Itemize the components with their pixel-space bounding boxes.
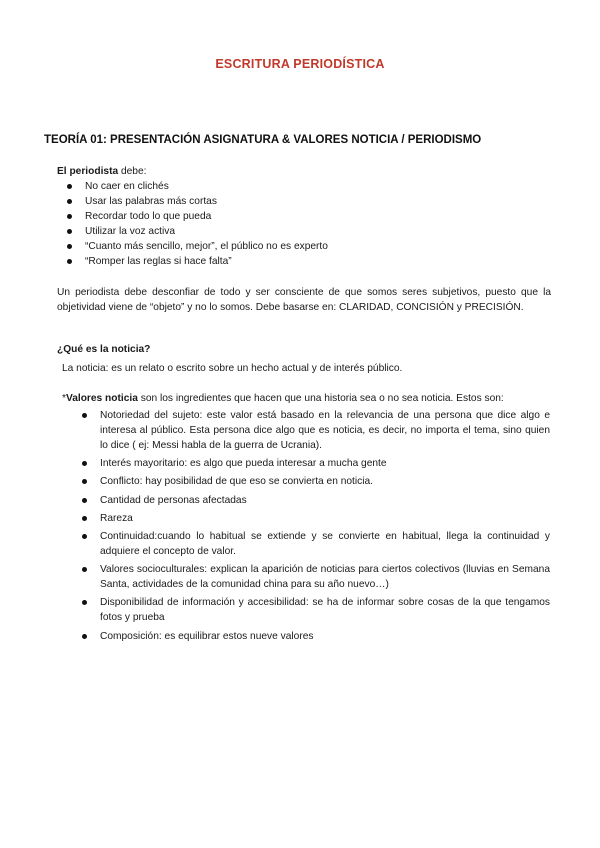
- list-item-text: Valores socioculturales: explican la aparición de noticias para ciertos colectivos (lluvias en Semana Santa, actividades de la comunidad china para su año nuevo…): [100, 564, 550, 591]
- bullet-icon: [82, 534, 87, 539]
- bullet-icon: [67, 199, 72, 204]
- list-item-text: “Cuanto más sencillo, mejor”, el público no es experto: [85, 241, 328, 252]
- list-item: [72, 562, 550, 592]
- list-item-text: Utilizar la voz activa: [85, 226, 176, 237]
- list-item: [72, 408, 550, 453]
- list-item-text: Interés mayoritario: es algo que pueda interesar a mucha gente: [100, 458, 387, 470]
- bullet-icon: [67, 259, 72, 264]
- list-item: [57, 209, 551, 224]
- bullet-icon: [67, 184, 72, 189]
- list-item-text: Cantidad de personas afectadas: [100, 494, 247, 506]
- bullet-icon: [82, 567, 87, 572]
- subheading: ¿Qué es la noticia?: [57, 344, 151, 355]
- list-item: [72, 595, 550, 625]
- list-item: [72, 493, 550, 508]
- advice-list: [57, 179, 551, 269]
- bullet-icon: [82, 498, 87, 503]
- list-item: [57, 194, 551, 209]
- list-item: [57, 239, 551, 254]
- document-title: ESCRITURA PERIODÍSTICA: [215, 57, 385, 71]
- intro-block: [57, 164, 551, 269]
- bullet-icon: [67, 229, 72, 234]
- section-heading: TEORÍA 01: PRESENTACIÓN ASIGNATURA & VALORES NOTICIA / PERIODISMO: [44, 134, 482, 146]
- list-item-text: No caer en clichés: [85, 181, 169, 192]
- bullet-icon: [67, 214, 72, 219]
- definition-line: La noticia: es un relato o escrito sobre un hecho actual y de interés público.: [62, 363, 403, 374]
- list-item-text: “Romper las reglas si hace falta”: [85, 256, 232, 267]
- intro-rest: debe:: [118, 166, 147, 177]
- list-item: [72, 629, 550, 644]
- values-intro-term: Valores noticia: [65, 393, 138, 404]
- bullet-icon: [82, 516, 87, 521]
- bullet-icon: [82, 600, 87, 605]
- list-item-text: Continuidad:cuando lo habitual se extiende y se convierte en habitual, llega la continuidad y adquiere el concepto de valor.: [100, 530, 550, 557]
- values-intro-prefix: *: [62, 393, 66, 404]
- list-item-text: Disponibilidad de información y accesibilidad: se ha de informar sobre cosas de la que tengamos fotos y prueba: [100, 597, 550, 624]
- intro-line: [57, 164, 551, 179]
- list-item-text: Recordar todo lo que pueda: [85, 211, 212, 222]
- list-item: [72, 511, 550, 526]
- list-item: [57, 254, 551, 269]
- bullet-icon: [67, 244, 72, 249]
- list-item: [57, 224, 551, 239]
- list-item-text: Composición: es equilibrar estos nueve valores: [100, 630, 314, 642]
- bullet-icon: [82, 461, 87, 466]
- list-item: [72, 456, 550, 471]
- list-item-text: Usar las palabras más cortas: [85, 196, 217, 207]
- values-list: [72, 408, 550, 647]
- body-paragraph: Un periodista debe desconfiar de todo y ser consciente de que somos seres subjetivos, puesto que la objetividad viene de “objeto” y no lo somos. Debe basarse en: CLARIDAD, CONCISIÓN y PRECISIÓN.: [57, 287, 551, 313]
- list-item-text: Notoriedad del sujeto: este valor está basado en la relevancia de una persona que dice algo e interesa al público. Esta persona dice algo que es noticia, es decir, no importa el tema, sino quien lo dice ( ej: Messi habla de la guerra de Ucrania).: [100, 410, 550, 451]
- list-item: [72, 474, 550, 489]
- list-item-text: Conflicto: hay posibilidad de que eso se convierta en noticia.: [100, 476, 373, 488]
- bullet-icon: [82, 413, 87, 418]
- bullet-icon: [82, 634, 87, 639]
- bullet-icon: [82, 479, 87, 484]
- values-intro: [62, 391, 556, 406]
- list-item: [72, 529, 550, 559]
- values-intro-rest: son los ingredientes que hacen que una historia sea o no sea noticia. Estos son:: [137, 393, 504, 404]
- intro-subject: El periodista: [57, 166, 119, 177]
- list-item-text: Rareza: [100, 512, 133, 524]
- list-item: [57, 179, 551, 194]
